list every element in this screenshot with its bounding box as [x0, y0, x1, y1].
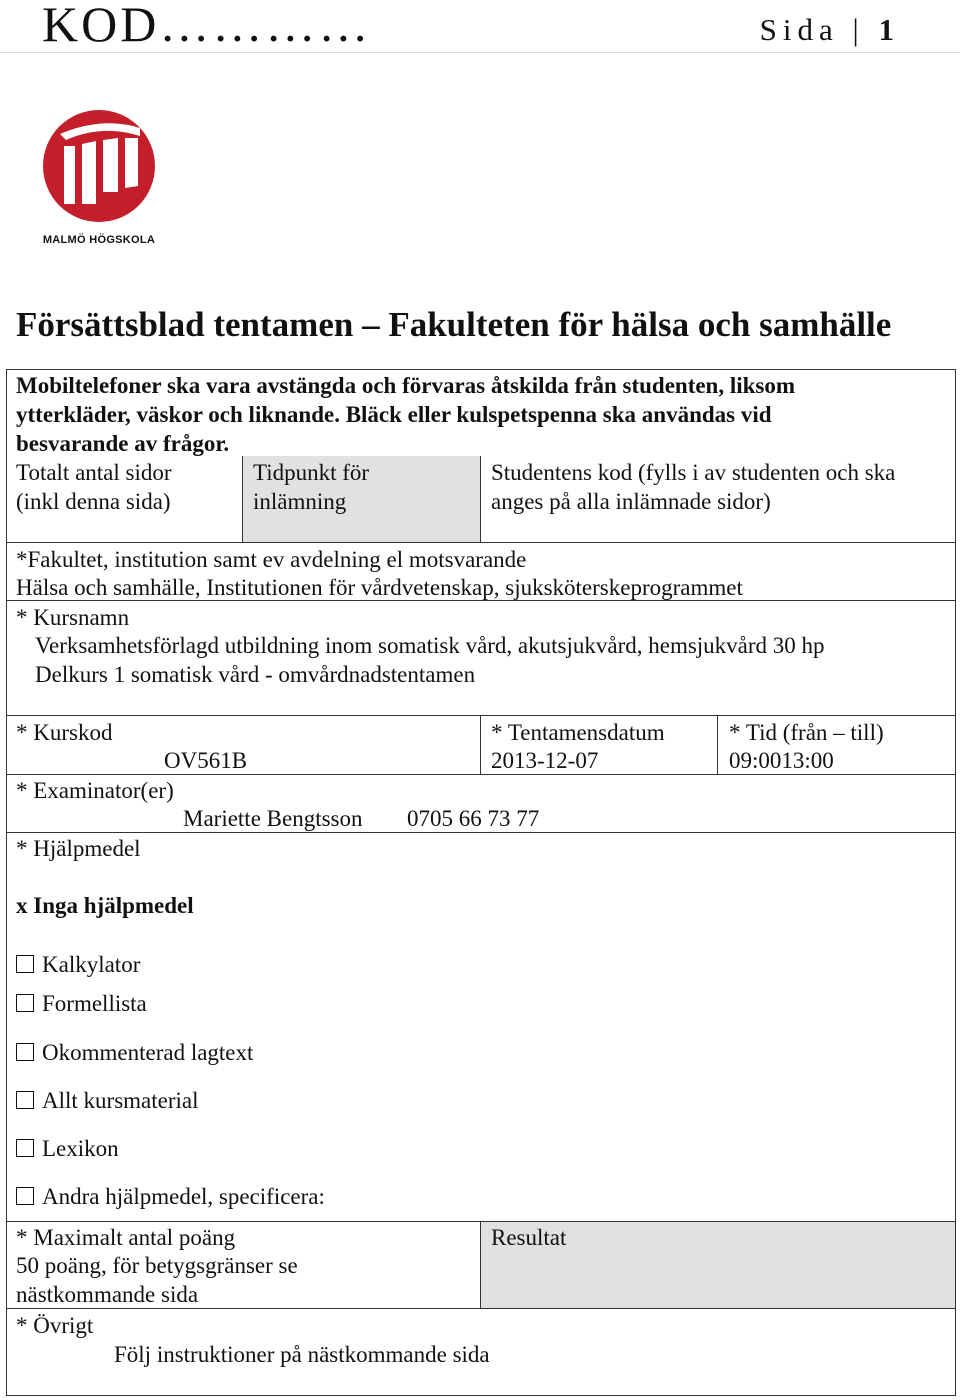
aid-option-calculator[interactable]: [16, 950, 140, 979]
page-label: Sida: [759, 12, 839, 47]
frame-top: [6, 369, 956, 370]
exam-time-value: 09:0013:00: [729, 748, 834, 773]
checkbox-icon[interactable]: [16, 994, 34, 1012]
course-part-value: Delkurs 1 somatisk vård - omvårdnadstentamen: [35, 662, 476, 687]
aid-option-label: Okommenterad lagtext: [42, 1040, 254, 1065]
notice-line: besvarande av frågor.: [16, 431, 230, 456]
logo-wordmark: MALMÖ HÖGSKOLA: [42, 234, 156, 246]
page-number: Sida | 1: [759, 12, 894, 47]
header-divider: [0, 52, 960, 53]
aid-option-formula-list[interactable]: [16, 989, 147, 1018]
logo-emblem-icon: [40, 108, 158, 228]
exam-date-value: 2013-12-07: [491, 748, 599, 773]
course-code-value: OV561B: [164, 748, 248, 773]
page-number-value: 1: [878, 12, 894, 47]
checkbox-icon[interactable]: [16, 955, 34, 973]
divider-h: [6, 542, 956, 543]
aid-option-law-text[interactable]: [16, 1038, 253, 1067]
checkbox-icon[interactable]: [16, 1139, 34, 1157]
frame-left: [6, 369, 7, 1396]
other-label: * Övrigt: [16, 1313, 94, 1338]
faculty-value: Hälsa och samhälle, Institutionen för vårdvetenskap, sjuksköterskeprogrammet: [16, 575, 743, 600]
student-code-label: anges på alla inlämnade sidor): [491, 489, 771, 514]
examiner-name: Mariette Bengtsson: [183, 806, 363, 831]
frame-bottom: [6, 1395, 956, 1396]
aid-option-other[interactable]: [16, 1182, 325, 1211]
checkbox-icon[interactable]: [16, 1091, 34, 1109]
divider-v: [480, 1221, 481, 1309]
aid-option-label: Allt kursmaterial: [42, 1088, 199, 1113]
exam-time-label: * Tid (från – till): [729, 720, 884, 745]
course-code-label: * Kurskod: [16, 720, 113, 745]
course-name-label: * Kursnamn: [16, 605, 130, 630]
divider-v: [717, 715, 718, 775]
aid-option-course-material[interactable]: [16, 1086, 199, 1115]
code-field-label: KOD…………: [42, 0, 372, 52]
checkbox-icon[interactable]: [16, 1043, 34, 1061]
exam-date-label: * Tentamensdatum: [491, 720, 665, 745]
aid-option-label: Lexikon: [42, 1136, 119, 1161]
divider-v: [242, 456, 243, 542]
course-name-value: Verksamhetsförlagd utbildning inom somatisk vård, akutsjukvård, hemsjukvård 30 hp: [35, 633, 825, 658]
aid-option-dictionary[interactable]: [16, 1134, 119, 1163]
divider-v: [480, 715, 481, 775]
checkbox-icon[interactable]: [16, 1187, 34, 1205]
pages-box-label: (inkl denna sida): [16, 489, 171, 514]
pages-box-label: Totalt antal sidor: [16, 460, 172, 485]
time-box-label: Tidpunkt för: [253, 460, 370, 485]
aid-option-label: Formellista: [42, 991, 147, 1016]
divider-h: [6, 715, 956, 716]
page-title: Försättsblad tentamen – Fakulteten för hälsa och samhälle: [16, 305, 892, 344]
aids-label: * Hjälpmedel: [16, 836, 141, 861]
aid-option-label: Andra hjälpmedel, specificera:: [42, 1184, 325, 1209]
time-box-label: inlämning: [253, 489, 347, 514]
aid-option-label: Kalkylator: [42, 952, 141, 977]
max-points-label: * Maximalt antal poäng: [16, 1225, 236, 1250]
faculty-label: *Fakultet, institution samt ev avdelning el motsvarande: [16, 547, 527, 572]
max-points-value: nästkommande sida: [16, 1282, 199, 1307]
student-code-label: Studentens kod (fylls i av studenten och ska: [491, 460, 896, 485]
max-points-value: 50 poäng, för betygsgränser se: [16, 1253, 298, 1278]
aids-selected: x Inga hjälpmedel: [16, 893, 194, 918]
examiner-phone: 0705 66 73 77: [407, 806, 540, 831]
examiner-label: * Examinator(er): [16, 778, 174, 803]
divider-h: [6, 1221, 956, 1222]
divider-v: [480, 456, 481, 542]
result-label: Resultat: [491, 1225, 567, 1250]
notice-line: Mobiltelefoner ska vara avstängda och förvaras åtskilda från studenten, liksom: [16, 373, 796, 398]
notice-line: ytterkläder, väskor och liknande. Bläck eller kulspetspenna ska användas vid: [16, 402, 772, 427]
frame-right: [955, 369, 956, 1396]
malmo-hogskola-logo: [40, 108, 158, 250]
other-value: Följ instruktioner på nästkommande sida: [114, 1342, 490, 1367]
